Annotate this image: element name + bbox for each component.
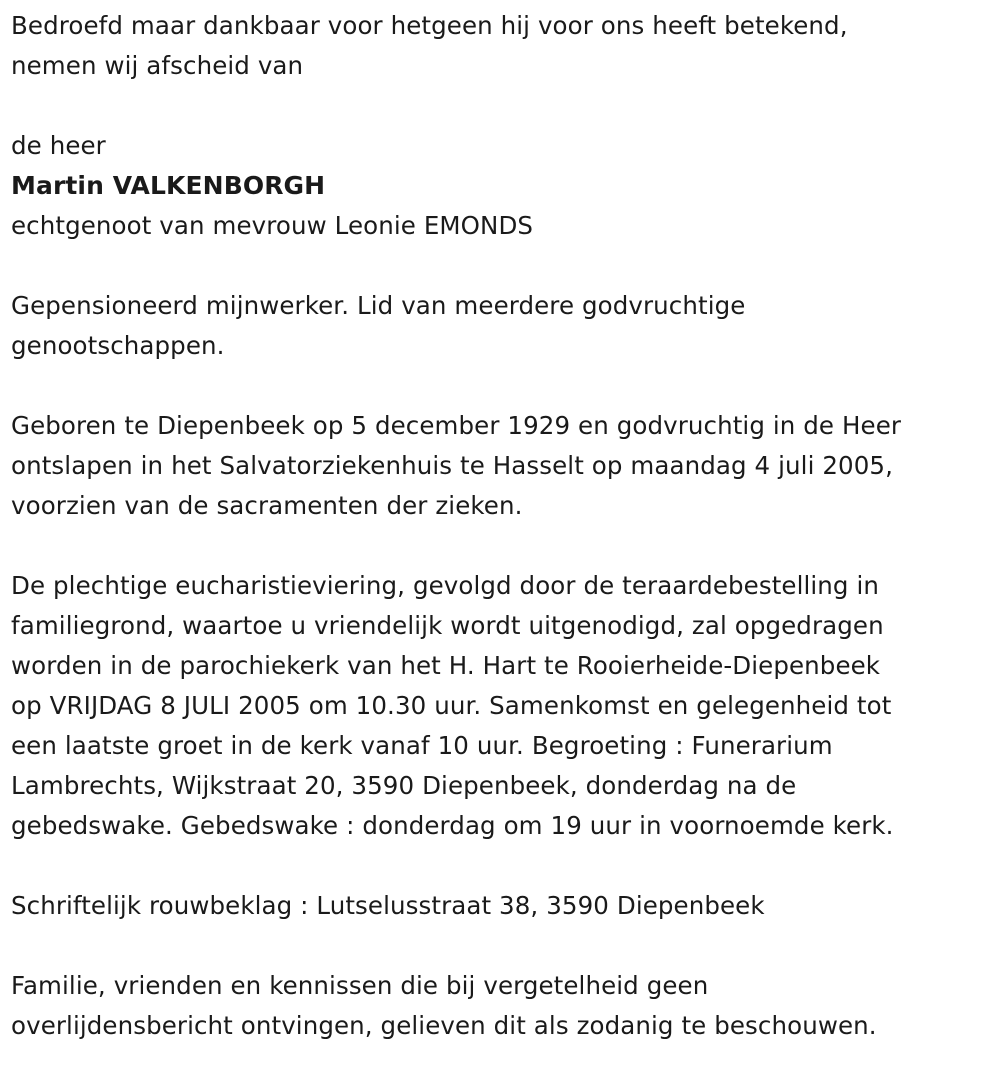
spacer (11, 526, 980, 566)
condolences-address: Schriftelijk rouwbeklag : Lutselusstraat 38, 3590 Diepenbeek (11, 891, 765, 920)
birth-death-line-2: ontslapen in het Salvatorziekenhuis te Hasselt op maandag 4 juli 2005, (11, 451, 894, 480)
ceremony-line-4: op VRIJDAG 8 JULI 2005 om 10.30 uur. Samenkomst en gelegenheid tot (11, 691, 892, 720)
spacer (11, 246, 980, 286)
intro-line-1: Bedroefd maar dankbaar voor hetgeen hij voor ons heeft betekend, (11, 11, 848, 40)
spouse-line: echtgenoot van mevrouw Leonie EMONDS (11, 211, 534, 240)
ceremony-line-1: De plechtige eucharistieviering, gevolgd door de teraardebestelling in (11, 571, 879, 600)
ceremony-line-7: gebedswake. Gebedswake : donderdag om 19 uur in voornoemde kerk. (11, 811, 894, 840)
closing-paragraph (11, 966, 980, 1046)
ceremony-line-6: Lambrechts, Wijkstraat 20, 3590 Diepenbeek, donderdag na de (11, 771, 797, 800)
birth-death-paragraph (11, 406, 980, 526)
deceased-name: Martin VALKENBORGH (11, 171, 326, 200)
occupation-line-2: genootschappen. (11, 331, 225, 360)
ceremony-paragraph (11, 566, 980, 846)
spacer (11, 926, 980, 966)
person-title: de heer (11, 131, 106, 160)
closing-line-2: overlijdensbericht ontvingen, gelieven dit als zodanig te beschouwen. (11, 1011, 877, 1040)
ceremony-line-3: worden in de parochiekerk van het H. Hart te Rooierheide-Diepenbeek (11, 651, 881, 680)
spacer (11, 366, 980, 406)
spacer (11, 86, 980, 126)
ceremony-line-5: een laatste groet in de kerk vanaf 10 uur. Begroeting : Funerarium (11, 731, 833, 760)
birth-death-line-3: voorzien van de sacramenten der zieken. (11, 491, 523, 520)
occupation-line-1: Gepensioneerd mijnwerker. Lid van meerdere godvruchtige (11, 291, 746, 320)
intro-line-2: nemen wij afscheid van (11, 51, 304, 80)
intro-paragraph (11, 6, 980, 86)
spacer (11, 846, 980, 886)
ceremony-line-2: familiegrond, waartoe u vriendelijk wordt uitgenodigd, zal opgedragen (11, 611, 884, 640)
birth-death-line-1: Geboren te Diepenbeek op 5 december 1929 en godvruchtig in de Heer (11, 411, 902, 440)
occupation-paragraph (11, 286, 980, 366)
closing-line-1: Familie, vrienden en kennissen die bij vergetelheid geen (11, 971, 709, 1000)
